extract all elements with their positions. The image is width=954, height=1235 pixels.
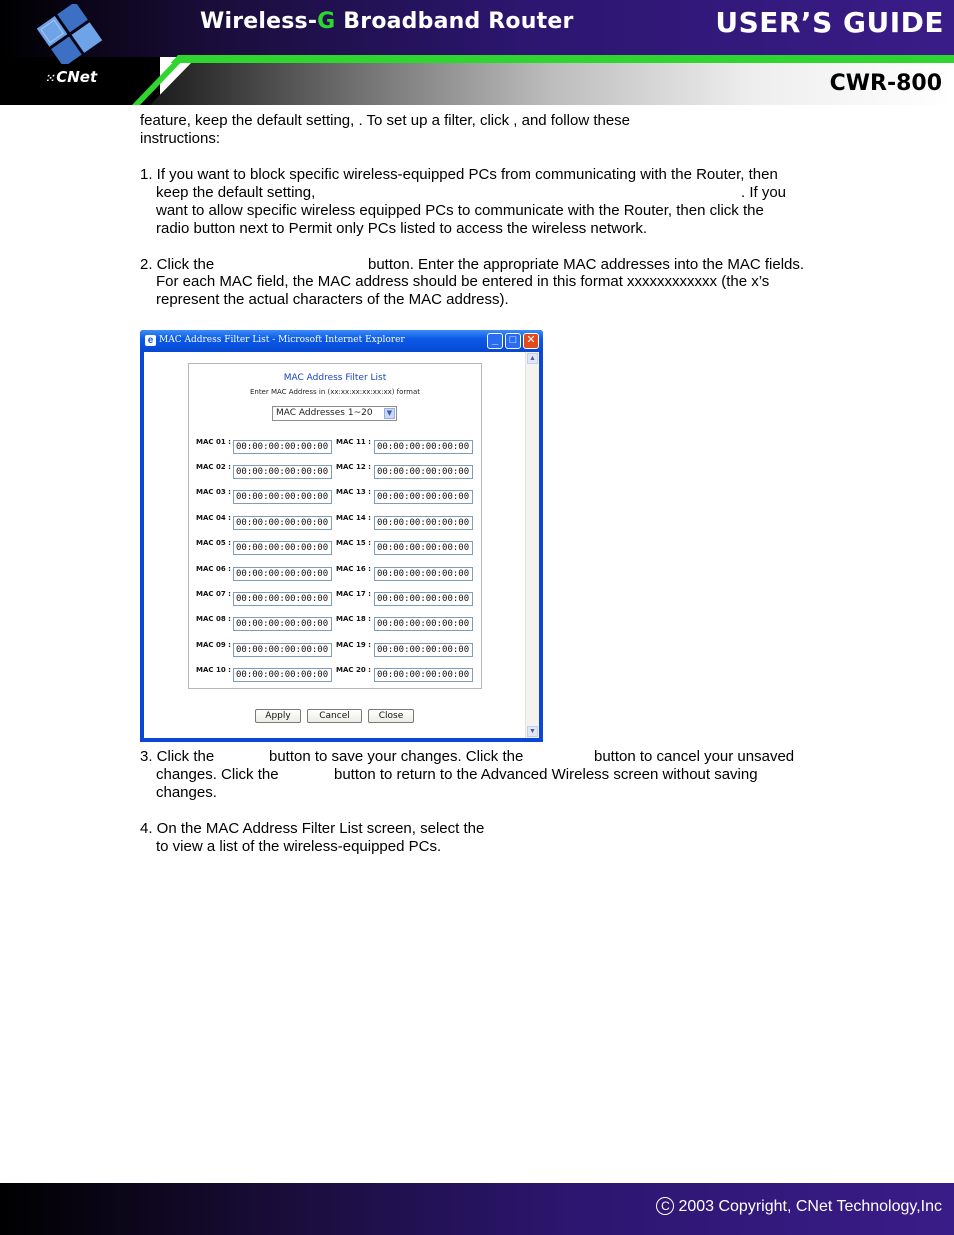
- minimize-button[interactable]: _: [487, 333, 503, 349]
- mac-17-label: MAC 17 :: [336, 590, 371, 598]
- mac-10-label: MAC 10 :: [196, 666, 231, 674]
- mac-14-label: MAC 14 :: [336, 514, 371, 522]
- step-1-line-4: radio button next to Permit only PCs listed to access the wireless network.: [156, 220, 648, 237]
- step-1-line-1: 1. If you want to block specific wireless-equipped PCs from communicating with the Router, then: [140, 166, 778, 183]
- mac-18-input[interactable]: 00:00:00:00:00:00: [374, 617, 473, 631]
- panel-instructions: Enter MAC Address in (xx:xx:xx:xx:xx:xx) format: [249, 388, 421, 396]
- mac-range-select[interactable]: [272, 406, 397, 421]
- mac-20-input[interactable]: 00:00:00:00:00:00: [374, 668, 473, 682]
- vertical-scrollbar[interactable]: [525, 352, 539, 738]
- step-2-line-1-end: button. Enter the appropriate MAC addresses into the MAC fields.: [368, 256, 805, 273]
- step-1-line-2-end: . If you: [741, 184, 787, 201]
- header-green-line: [130, 55, 954, 63]
- mac-15-label: MAC 15 :: [336, 539, 371, 547]
- mac-19-input[interactable]: 00:00:00:00:00:00: [374, 643, 473, 657]
- mac-09-input[interactable]: 00:00:00:00:00:00: [233, 643, 332, 657]
- window-title: MAC Address Filter List - Microsoft Internet Explorer: [159, 335, 405, 345]
- mac-07-input[interactable]: 00:00:00:00:00:00: [233, 592, 332, 606]
- ie-icon: e: [145, 335, 156, 346]
- mac-range-value: MAC Addresses 1~20: [276, 408, 373, 418]
- mac-09-label: MAC 09 :: [196, 641, 231, 649]
- step-2-line-2: For each MAC field, the MAC address should be entered in this format xxxxxxxxxxxx (the x’s: [156, 273, 770, 290]
- panel-title: MAC Address Filter List: [283, 373, 387, 383]
- mac-02-label: MAC 02 :: [196, 463, 231, 471]
- mac-14-input[interactable]: 00:00:00:00:00:00: [374, 516, 473, 530]
- mac-12-input[interactable]: 00:00:00:00:00:00: [374, 465, 473, 479]
- step-4-line-1: 4. On the MAC Address Filter List screen, select the: [140, 820, 485, 837]
- mac-13-input[interactable]: 00:00:00:00:00:00: [374, 490, 473, 504]
- close-button[interactable]: Close: [368, 709, 414, 723]
- mac-20-label: MAC 20 :: [336, 666, 371, 674]
- mac-03-label: MAC 03 :: [196, 488, 231, 496]
- header-title: Wireless-G Broadband Router: [200, 9, 574, 34]
- copyright-text: C 2003 Copyright, CNet Technology,Inc: [656, 1197, 942, 1216]
- step-2-line-1-start: 2. Click the: [140, 256, 215, 273]
- mac-08-label: MAC 08 :: [196, 615, 231, 623]
- ie-window-screenshot: [140, 330, 543, 742]
- chevron-down-icon[interactable]: ▼: [384, 408, 395, 419]
- apply-button[interactable]: Apply: [255, 709, 301, 723]
- window-close-button[interactable]: ✕: [523, 333, 539, 349]
- window-titlebar: [140, 330, 543, 352]
- cnet-logo-text: ⁙CNet: [46, 68, 98, 86]
- mac-filter-panel: [188, 363, 482, 689]
- mac-15-input[interactable]: 00:00:00:00:00:00: [374, 541, 473, 555]
- mac-11-label: MAC 11 :: [336, 438, 371, 446]
- step-3-line-1-c: button to cancel your unsaved: [594, 748, 795, 765]
- paragraph-0-line-1: feature, keep the default setting, . To set up a filter, click , and follow these: [140, 112, 631, 129]
- step-3-line-1-a: 3. Click the: [140, 748, 215, 765]
- mac-05-label: MAC 05 :: [196, 539, 231, 547]
- copyright-icon: C: [656, 1197, 674, 1215]
- mac-08-input[interactable]: 00:00:00:00:00:00: [233, 617, 332, 631]
- mac-07-label: MAC 07 :: [196, 590, 231, 598]
- mac-01-input[interactable]: 00:00:00:00:00:00: [233, 440, 332, 454]
- mac-18-label: MAC 18 :: [336, 615, 371, 623]
- mac-13-label: MAC 13 :: [336, 488, 371, 496]
- mac-05-input[interactable]: 00:00:00:00:00:00: [233, 541, 332, 555]
- mac-04-input[interactable]: 00:00:00:00:00:00: [233, 516, 332, 530]
- cnet-logo-icon: [36, 4, 106, 64]
- maximize-button[interactable]: □: [505, 333, 521, 349]
- mac-16-label: MAC 16 :: [336, 565, 371, 573]
- mac-06-label: MAC 06 :: [196, 565, 231, 573]
- window-content: [144, 352, 539, 738]
- page-header: [0, 0, 954, 105]
- step-3-line-2-a: changes. Click the: [156, 766, 279, 783]
- step-4-line-2: to view a list of the wireless-equipped PCs.: [156, 838, 442, 855]
- step-3-line-3: changes.: [156, 784, 217, 801]
- mac-02-input[interactable]: 00:00:00:00:00:00: [233, 465, 332, 479]
- scroll-up-arrow-icon[interactable]: ▲: [527, 353, 538, 364]
- mac-01-label: MAC 01 :: [196, 438, 231, 446]
- paragraph-0-line-2: instructions:: [140, 130, 221, 147]
- users-guide-title: USER’S GUIDE: [715, 6, 944, 39]
- step-1-line-3: want to allow specific wireless equipped PCs to communicate with the Router, then click the: [156, 202, 764, 219]
- mac-10-input[interactable]: 00:00:00:00:00:00: [233, 668, 332, 682]
- mac-19-label: MAC 19 :: [336, 641, 371, 649]
- step-2-line-3: represent the actual characters of the MAC address).: [156, 291, 509, 308]
- mac-03-input[interactable]: 00:00:00:00:00:00: [233, 490, 332, 504]
- mac-11-input[interactable]: 00:00:00:00:00:00: [374, 440, 473, 454]
- mac-12-label: MAC 12 :: [336, 463, 371, 471]
- step-3-line-1-b: button to save your changes. Click the: [269, 748, 524, 765]
- page-footer: [0, 1183, 954, 1235]
- mac-17-input[interactable]: 00:00:00:00:00:00: [374, 592, 473, 606]
- cancel-button[interactable]: Cancel: [307, 709, 362, 723]
- scroll-down-arrow-icon[interactable]: ▼: [527, 726, 538, 737]
- model-number: CWR-800: [829, 71, 942, 96]
- step-3-line-2-b: button to return to the Advanced Wireless screen without saving: [334, 766, 758, 783]
- mac-04-label: MAC 04 :: [196, 514, 231, 522]
- step-1-line-2: keep the default setting,: [156, 184, 316, 201]
- mac-16-input[interactable]: 00:00:00:00:00:00: [374, 567, 473, 581]
- mac-06-input[interactable]: 00:00:00:00:00:00: [233, 567, 332, 581]
